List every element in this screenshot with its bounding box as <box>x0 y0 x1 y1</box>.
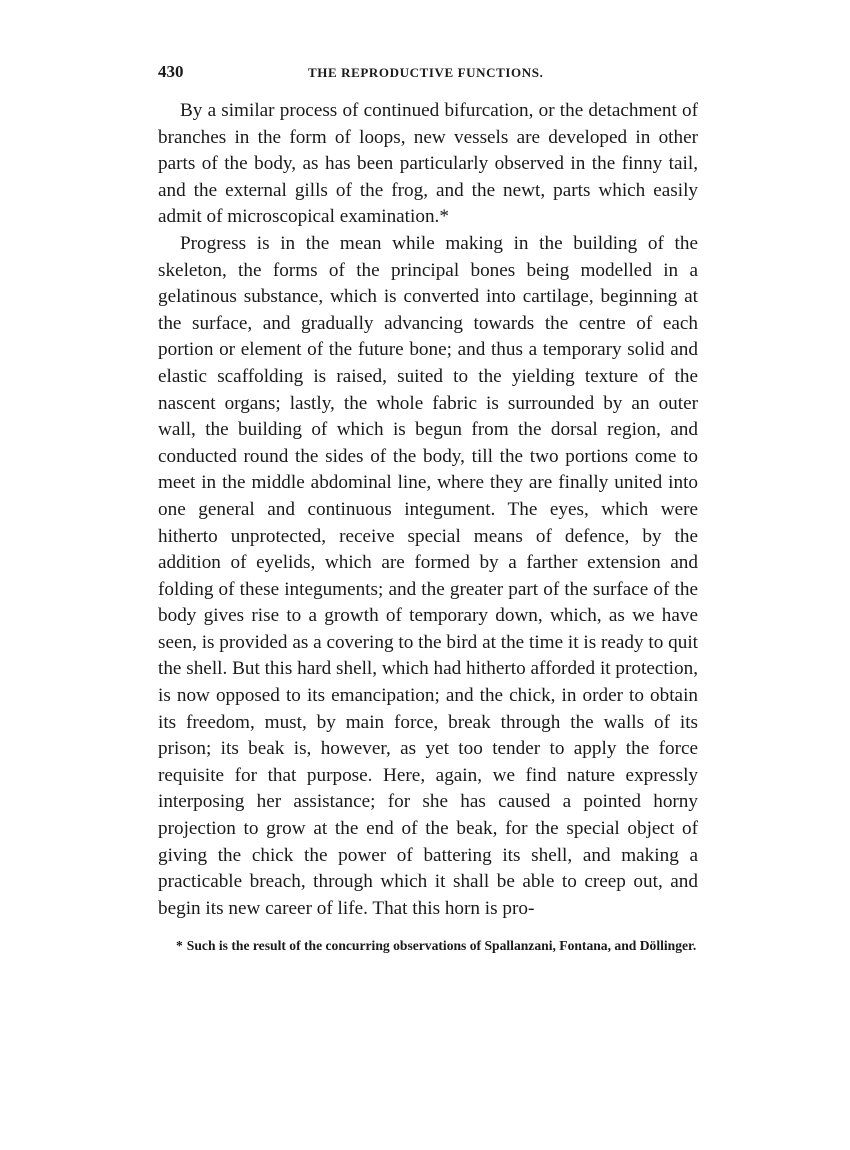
paragraph-skeleton: Progress is in the mean while making in the building of the skeleton, the forms of the principal bones being modelled in a gelatinous substance, which is converted into cartilage, beginning at the surface, and gradually advancing towards the centre of each portion or element of the future bone; and thus a temporary solid and elastic scaffolding is raised, suited to the yielding texture of the nascent organs; lastly, the whole fabric is surrounded by an outer wall, the building of which is begun from the dorsal region, and conducted round the sides of the body, till the two portions come to meet in the middle abdominal line, where they are finally united into one general and continuous integument. The eyes, which were hitherto unprotected, receive special means of defence, by the addition of eyelids, which are formed by a farther extension and folding of these integuments; and the greater part of the surface of the body gives rise to a growth of temporary down, which, as we have seen, is provided as a covering to the bird at the time it is ready to quit the shell. But this hard shell, which had hitherto afforded it protection, is now opposed to its emancipation; and the chick, in order to obtain its freedom, must, by main force, break through the walls of its prison; its beak is, however, as yet too tender to apply the force requisite for that purpose. Here, again, we find nature expressly interposing her assistance; for she has caused a pointed horny projection to grow at the end of the beak, for the special object of giving the chick the power of battering its shell, and making a practicable breach, through which it shall be able to creep out, and begin its new career of life. That this horn is pro- <box>158 232 698 919</box>
footnote-text: Such is the result of the concurring observations of Spallanzani, Fontana, and Döllinger. <box>186 938 697 954</box>
footnote <box>158 936 698 956</box>
page-number: 430 <box>158 62 184 81</box>
running-title: THE REPRODUCTIVE FUNCTIONS. <box>308 65 544 80</box>
running-head <box>158 62 698 88</box>
footnote-mark: * <box>176 938 183 954</box>
book-page <box>158 62 698 956</box>
paragraph-bifurcation: By a similar process of continued bifurcation, or the detachment of branches in the form of loops, new vessels are developed in other parts of the body, as has been particularly observed in the finny tail, and the external gills of the frog, and the newt, parts which easily admit of microscopical examination.* <box>158 100 698 228</box>
